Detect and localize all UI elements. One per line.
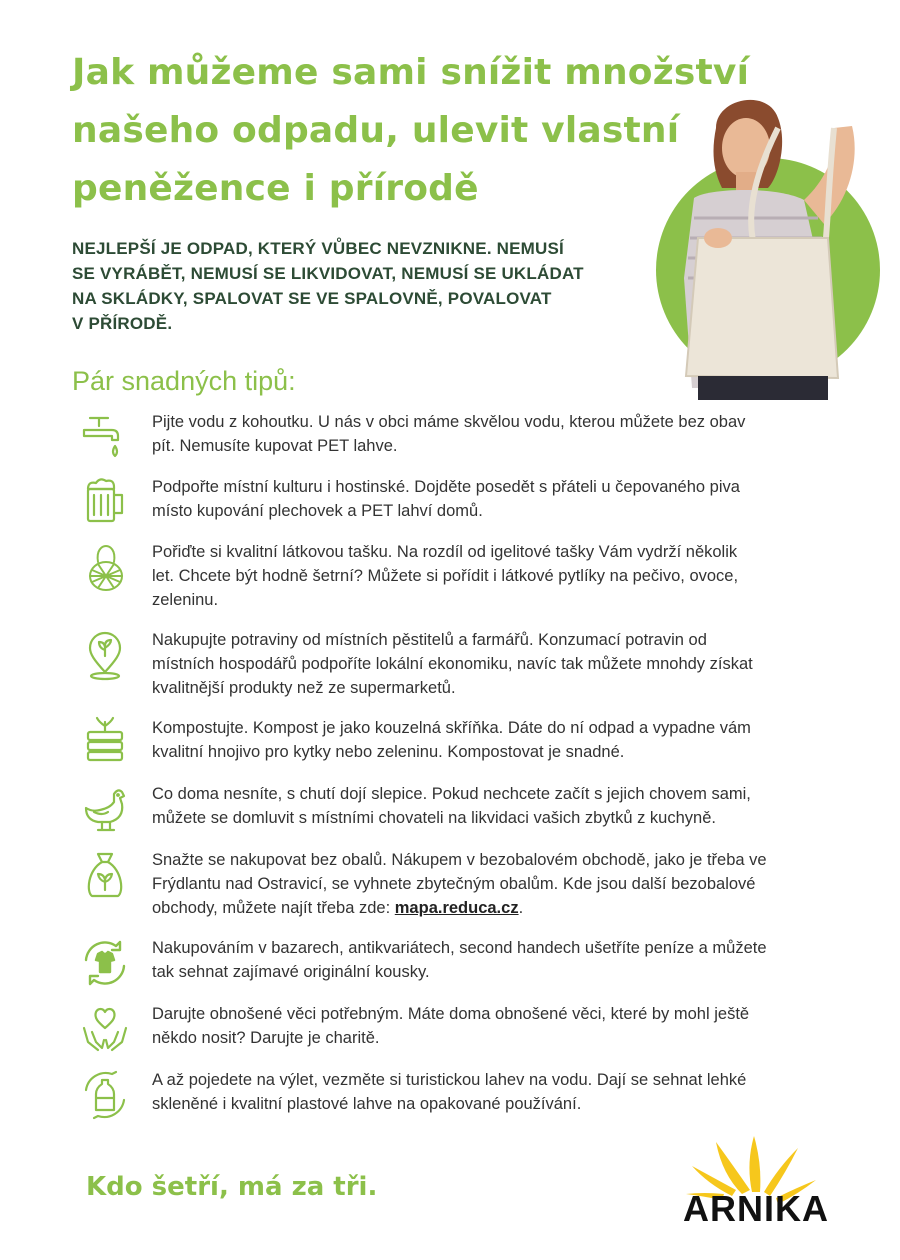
tips-heading: Pár snadných tipů:: [72, 366, 296, 396]
tip-text: [152, 848, 842, 920]
tip-item: [78, 475, 838, 535]
tip-text: [152, 716, 842, 764]
tip-line: skleněné i kvalitní plastové lahve na opakované používání.: [152, 1095, 582, 1113]
tip-line: Nakupujte potraviny od místních pěstitelů a farmářů. Konzumací potravin od: [152, 631, 707, 649]
tip-line: můžete se domluvit s místními chovateli na likvidaci vašich zbytků z kuchyně.: [152, 809, 716, 827]
reduca-map-link[interactable]: mapa.reduca.cz: [394, 899, 519, 917]
tip-line-start: obchody, můžete najít třeba zde:: [152, 899, 395, 917]
reuse-clothes-icon: [78, 936, 132, 990]
tip-text: [152, 1068, 842, 1116]
tip-line: místních hospodářů podpoříte lokální ekonomiku, navíc tak můžete mnohdy získat: [152, 655, 753, 673]
net-bag-icon: [78, 540, 132, 594]
beer-mug-icon: [78, 475, 132, 529]
tip-line: kvalitní hnojivo pro kytky nebo zeleninu. Kompostovat je snadné.: [152, 743, 625, 761]
tip-line: let. Chcete být hodně šetrní? Můžete si pořídit i látkové pytlíky na pečivo, ovoce,: [152, 567, 739, 585]
donate-hands-icon: [78, 1002, 132, 1056]
tip-line: zeleninu.: [152, 591, 219, 609]
bulk-bag-icon: [78, 848, 132, 902]
tip-line: Darujte obnošené věci potřebným. Máte doma obnošené věci, které by mohl ještě: [152, 1005, 750, 1023]
arnika-logo: [672, 1134, 832, 1234]
tip-line: Kompostujte. Kompost je jako kouzelná skříňka. Dáte do ní odpad a vypadne vám: [152, 719, 751, 737]
motto: Kdo šetří, má za tři.: [86, 1172, 378, 1202]
tip-line: Podpořte místní kulturu i hostinské. Dojděte posedět s přáteli u čepovaného piva: [152, 478, 740, 496]
lead-line: NEJLEPŠÍ JE ODPAD, KTERÝ VŮBEC NEVZNIKNE. NEMUSÍ: [72, 239, 564, 258]
tip-line: Co doma nesníte, s chutí dojí slepice. Pokud nechcete začít s jejich chovem sami,: [152, 785, 751, 803]
tip-line: [152, 896, 842, 920]
tip-line: pít. Nemusíte kupovat PET lahve.: [152, 437, 398, 455]
tip-line: kvalitnější produkty než ze supermarketů.: [152, 679, 456, 697]
water-tap-icon: [78, 410, 132, 464]
tip-line: někdo nosit? Darujte je charitě.: [152, 1029, 380, 1047]
tip-text: [152, 1002, 842, 1050]
tip-text: [152, 936, 842, 984]
tip-item: [78, 1002, 838, 1062]
tip-line: A až pojedete na výlet, vezměte si turistickou lahev na vodu. Dají se sehnat lehké: [152, 1071, 747, 1089]
tip-item: [78, 848, 838, 917]
title-line: peněžence i přírodě: [72, 168, 479, 209]
tip-item: [78, 410, 838, 470]
lead-paragraph: [72, 236, 632, 336]
tip-text: [152, 410, 842, 458]
tip-item: [78, 1068, 838, 1128]
tip-text: [152, 782, 842, 830]
hen-icon: [78, 782, 132, 836]
tip-line: místo kupování plechovek a PET lahví domů.: [152, 502, 483, 520]
lead-line: NA SKLÁDKY, SPALOVAT SE VE SPALOVNĚ, POVALOVAT: [72, 289, 552, 308]
title-line: Jak můžeme sami snížit množství: [72, 52, 750, 93]
reusable-bottle-icon: [78, 1068, 132, 1122]
tip-text: [152, 475, 842, 523]
tip-text: [152, 540, 842, 612]
tip-item: [78, 716, 838, 776]
tip-line: Frýdlantu nad Ostravicí, se vyhnete zbytečným obalům. Kde jsou další bezobalové: [152, 875, 756, 893]
tip-line: Pořiďte si kvalitní látkovou tašku. Na rozdíl od igelitové tašky Vám vydrží několik: [152, 543, 738, 561]
tip-item: [78, 936, 838, 996]
tip-item: [78, 540, 838, 609]
compost-icon: [78, 716, 132, 770]
tip-item: [78, 782, 838, 842]
tip-item: [78, 628, 838, 697]
tip-line: tak sehnat zajímavé originální kousky.: [152, 963, 430, 981]
title-line: našeho odpadu, ulevit vlastní: [72, 110, 680, 151]
tip-text: [152, 628, 842, 700]
tip-line: Pijte vodu z kohoutku. U nás v obci máme skvělou vodu, kterou můžete bez obav: [152, 413, 746, 431]
tip-line: Snažte se nakupovat bez obalů. Nákupem v bezobalovém obchodě, jako je třeba ve: [152, 851, 767, 869]
local-pin-icon: [78, 628, 132, 682]
tip-line: Nakupováním v bazarech, antikvariátech, second handech ušetříte peníze a můžete: [152, 939, 767, 957]
lead-line: SE VYRÁBĚT, NEMUSÍ SE LIKVIDOVAT, NEMUSÍ SE UKLÁDAT: [72, 264, 584, 283]
tip-line-end: .: [518, 899, 524, 917]
lead-line: V PŘÍRODĚ.: [72, 314, 173, 333]
logo-wordmark: ARNIKA: [683, 1188, 829, 1229]
woman-with-cloth-bag-photo: [628, 88, 900, 408]
